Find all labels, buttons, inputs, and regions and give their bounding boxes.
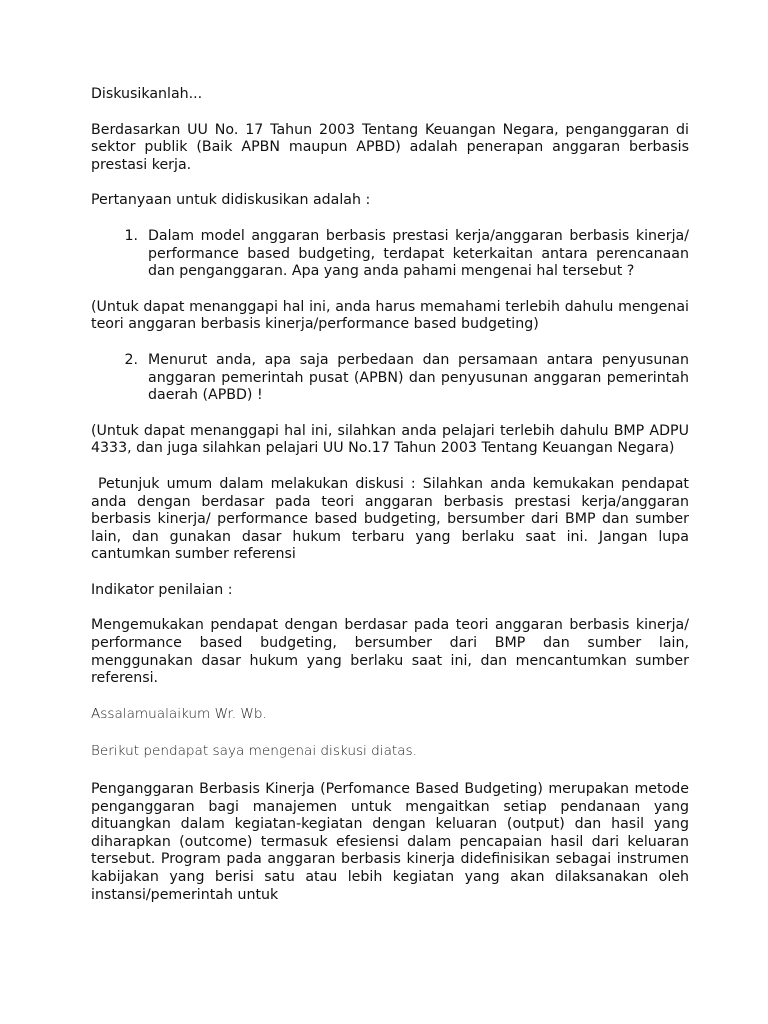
question-list (91, 228, 689, 281)
question-lead: Pertanyaan untuk didiskusikan adalah : (91, 192, 371, 209)
document-page (91, 86, 689, 922)
indicator-heading: Indikator penilaian : (91, 581, 233, 598)
answer-intro: Berikut pendapat saya mengenai diskusi diatas. (91, 743, 417, 760)
list-item (91, 228, 689, 281)
indicator-paragraph: Mengemukakan pendapat dengan berdasar pada teori anggaran berbasis kinerja/ performance based budgeting, bersumber dari BMP dan sumber lain, menggunakan dasar hukum yang berlaku saat ini, dan mencantumkan sumber referensi. (91, 617, 689, 687)
list-item (91, 352, 689, 405)
greeting: Assalamualaikum Wr. Wb. (91, 705, 267, 722)
question-text: Dalam model anggaran berbasis prestasi kerja/anggaran berbasis kinerja/ performance based budgeting, terdapat keterkaitan antara perencanaan dan penganggaran. Apa yang anda pahami mengenai hal tersebut ? (148, 227, 689, 280)
note-paragraph: (Untuk dapat menanggapi hal ini, silahkan anda pelajari terlebih dahulu BMP ADPU 4333, dan juga silahkan pelajari UU No.17 Tahun 2003 Tentang Keuangan Negara) (91, 422, 689, 457)
note-paragraph: (Untuk dapat menanggapi hal ini, anda harus memahami terlebih dahulu mengenai teori anggaran berbasis kinerja/performance based budgeting) (91, 298, 689, 333)
question-number: 1. (124, 227, 138, 244)
discussion-heading: Diskusikanlah... (91, 86, 203, 102)
answer-paragraph: Penganggaran Berbasis Kinerja (Perfomance Based Budgeting) merupakan metode penganggaran bagi manajemen untuk mengaitkan setiap pendanaan yang dituangkan dalam kegiatan-kegiatan dengan keluaran (output) dan hasil yang diharapkan (outcome) termasuk efesiensi dalam pencapaian hasil dari keluaran tersebut. Program pada anggaran berbasis kinerja didefinisikan sebagai instrumen kabijakan yang berisi satu atau lebih kegiatan yang akan dilaksanakan oleh instansi/pemerintah untuk (91, 781, 689, 903)
question-text: Menurut anda, apa saja perbedaan dan persamaan antara penyusunan anggaran pemerintah pusat (APBN) dan penyusunan anggaran pemerintah daerah (APBD) ! (148, 351, 689, 404)
question-list (91, 352, 689, 405)
instructions-paragraph: Petunjuk umum dalam melakukan diskusi : Silahkan anda kemukakan pendapat anda dengan berdasar pada teori anggaran berbasis prestasi kerja/anggaran berbasis kinerja/ performance based budgeting, bersumber dari BMP dan sumber lain, dan gunakan dasar hukum terbaru yang berlaku saat ini. Jangan lupa cantumkan sumber referensi (91, 475, 689, 563)
intro-paragraph: Berdasarkan UU No. 17 Tahun 2003 Tentang Keuangan Negara, penganggaran di sektor publik (Baik APBN maupun APBD) adalah penerapan anggaran berbasis prestasi kerja. (91, 121, 689, 173)
question-number: 2. (124, 351, 138, 368)
